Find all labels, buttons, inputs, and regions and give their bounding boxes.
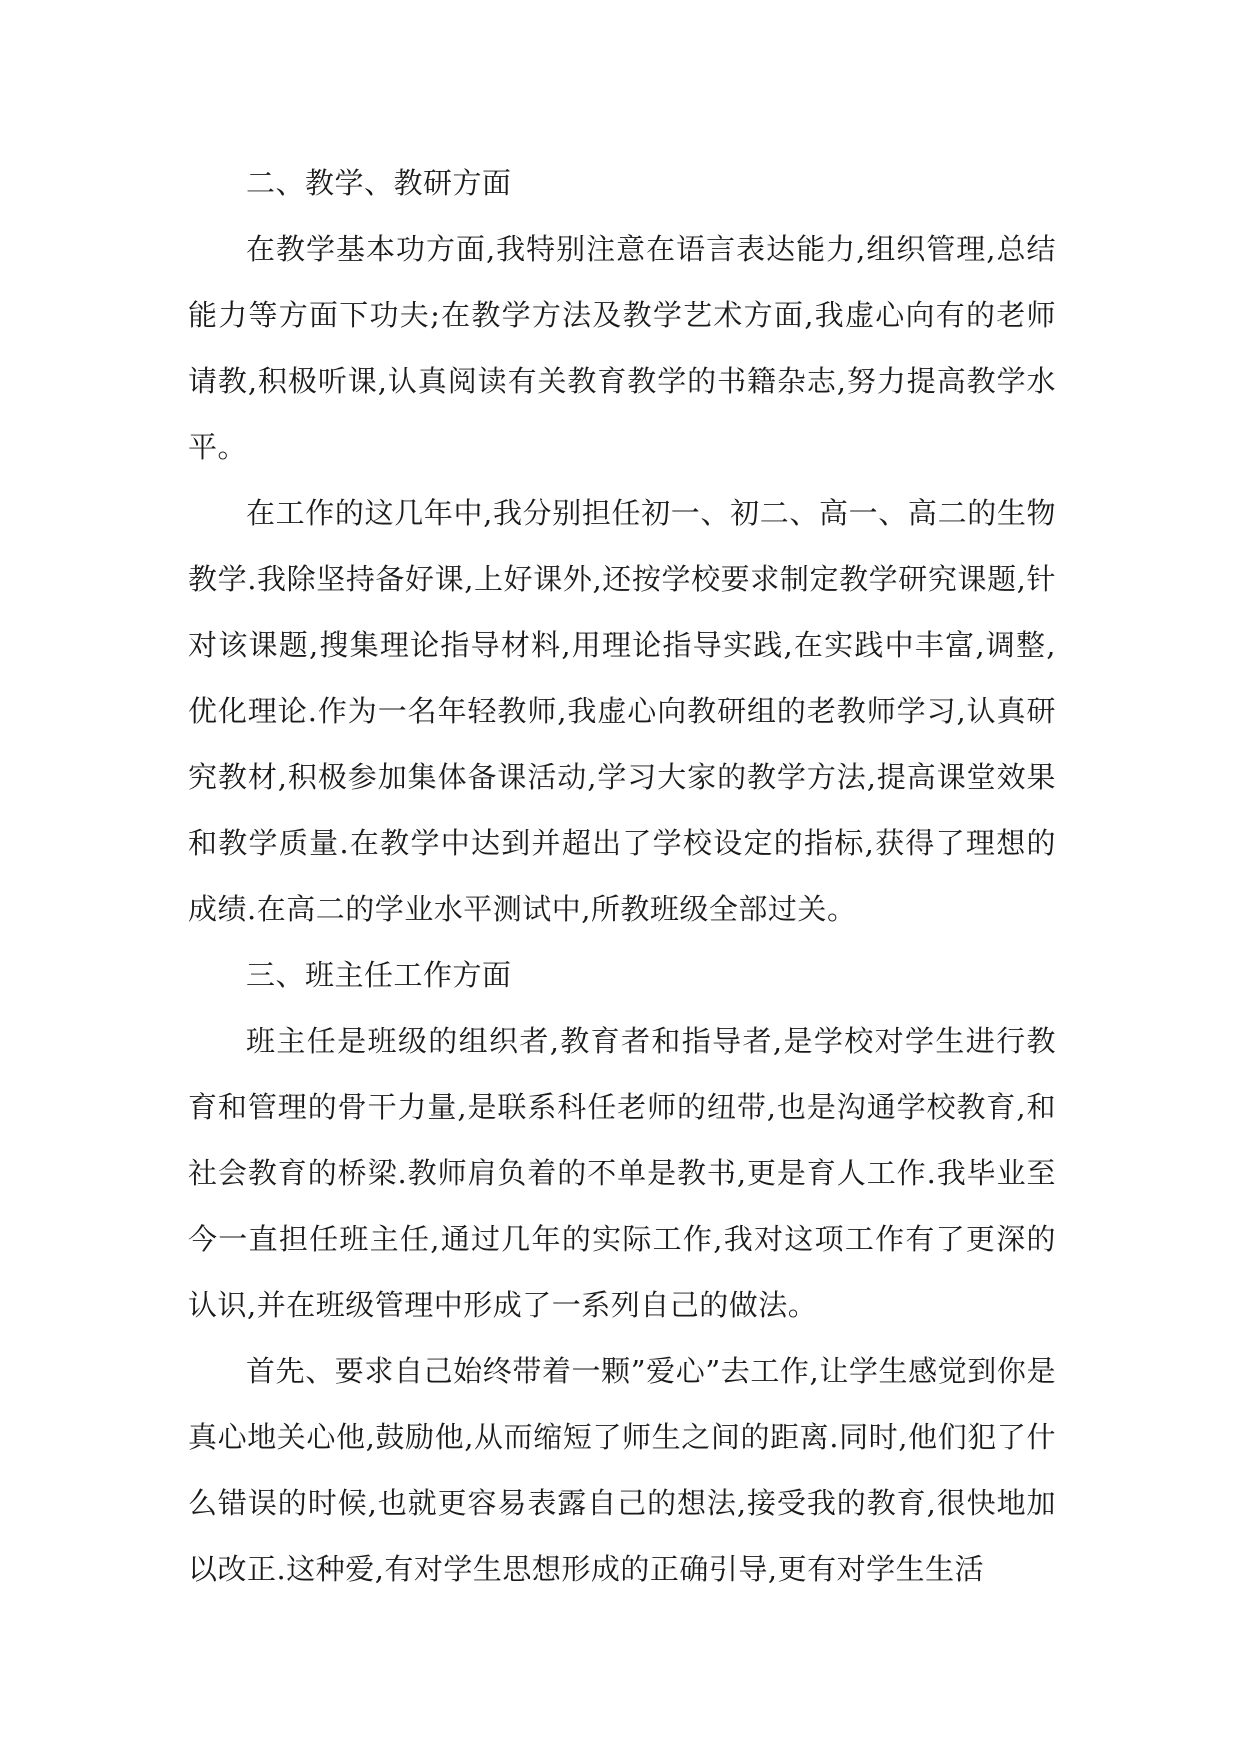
section-heading-class-teacher: 三、班主任工作方面 — [246, 958, 512, 992]
paragraph-class-teacher-role: 班主任是班级的组织者,教育者和指导者,是学校对学生进行教育和管理的骨干力量,是联系科任老师的纽带,也是沟通学校教育,和社会教育的桥梁.教师肩负着的不单是教书,更是育人工作.我毕业至今一直担任班主任,通过几年的实际工作,我对这项工作有了更深的认识,并在班级管理中形成了一系列自己的做法。 — [188, 1024, 1056, 1322]
paragraph-love-approach: 首先、要求自己始终带着一颗”爱心”去工作,让学生感觉到你是真心地关心他,鼓励他,从而缩短了师生之间的距离.同时,他们犯了什么错误的时候,也就更容易表露自己的想法,接受我的教育,很快地加以改正.这种爱,有对学生思想形成的正确引导,更有对学生生活 — [188, 1354, 1056, 1586]
paragraph-teaching-experience: 在工作的这几年中,我分别担任初一、初二、高一、高二的生物教学.我除坚持备好课,上好课外,还按学校要求制定教学研究课题,针对该课题,搜集理论指导材料,用理论指导实践,在实践中丰富,调整,优化理论.作为一名年轻教师,我虚心向教研组的老教师学习,认真研究教材,积极参加集体备课活动,学习大家的教学方法,提高课堂效果和教学质量.在教学中达到并超出了学校设定的指标,获得了理想的成绩.在高二的学业水平测试中,所教班级全部过关。 — [188, 496, 1056, 926]
paragraph-teaching-skills: 在教学基本功方面,我特别注意在语言表达能力,组织管理,总结能力等方面下功夫;在教学方法及教学艺术方面,我虚心向有的老师请教,积极听课,认真阅读有关教育教学的书籍杂志,努力提高教学水平。 — [188, 232, 1056, 464]
document-page — [188, 150, 1056, 1602]
section-heading-teaching: 二、教学、教研方面 — [246, 166, 512, 200]
